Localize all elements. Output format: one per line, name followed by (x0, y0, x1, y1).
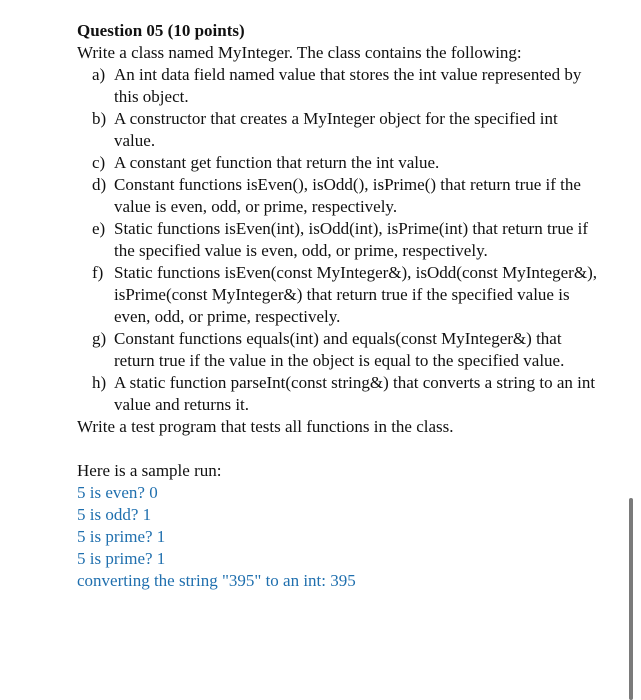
vertical-scrollbar[interactable] (629, 498, 633, 700)
sample-output-line: 5 is even? 0 (77, 483, 158, 502)
list-item (77, 174, 597, 218)
list-item (77, 218, 597, 262)
requirements-list (77, 64, 597, 416)
list-item-text: A constant get function that return the int value. (114, 153, 440, 172)
list-item-text: A static function parseInt(const string&) that converts a string to an int value and returns it. (114, 373, 596, 414)
list-item (77, 108, 597, 152)
list-item (77, 262, 597, 328)
question-outro: Write a test program that tests all functions in the class. (77, 417, 454, 436)
question-intro: Write a class named MyInteger. The class contains the following: (77, 43, 522, 62)
list-item (77, 328, 597, 372)
list-item-marker: h) (92, 373, 107, 392)
sample-run-heading: Here is a sample run: (77, 461, 222, 480)
list-item-text: Static functions isEven(int), isOdd(int), isPrime(int) that return true if the specified value is even, odd, or prime, respectively. (114, 219, 589, 260)
list-item (77, 152, 597, 174)
list-item-text: Constant functions isEven(), isOdd(), isPrime() that return true if the value is even, odd, or prime, respectively. (114, 175, 581, 216)
sample-output-line: 5 is prime? 1 (77, 527, 166, 546)
question-title: Question 05 (10 points) (77, 21, 245, 40)
list-item-marker: e) (92, 219, 106, 238)
list-item-marker: d) (92, 175, 107, 194)
list-item-text: Static functions isEven(const MyInteger&), isOdd(const MyInteger&), isPrime(const MyInteger&) that return true if the specified value is even, odd, or prime, respectively. (114, 263, 597, 326)
list-item-marker: a) (92, 65, 106, 84)
list-item (77, 372, 597, 416)
sample-output-line: 5 is prime? 1 (77, 549, 166, 568)
list-item-marker: b) (92, 109, 107, 128)
list-item-text: Constant functions equals(int) and equals(const MyInteger&) that return true if the value in the object is equal to the specified value. (114, 329, 565, 370)
list-item-marker: g) (92, 329, 107, 348)
question-document (77, 20, 597, 592)
list-item-marker: c) (92, 153, 106, 172)
list-item (77, 64, 597, 108)
list-item-marker: f) (92, 263, 104, 282)
sample-output-line: converting the string "395" to an int: 395 (77, 571, 356, 590)
sample-output-line: 5 is odd? 1 (77, 505, 152, 524)
list-item-text: An int data field named value that stores the int value represented by this object. (114, 65, 582, 106)
list-item-text: A constructor that creates a MyInteger object for the specified int value. (114, 109, 558, 150)
